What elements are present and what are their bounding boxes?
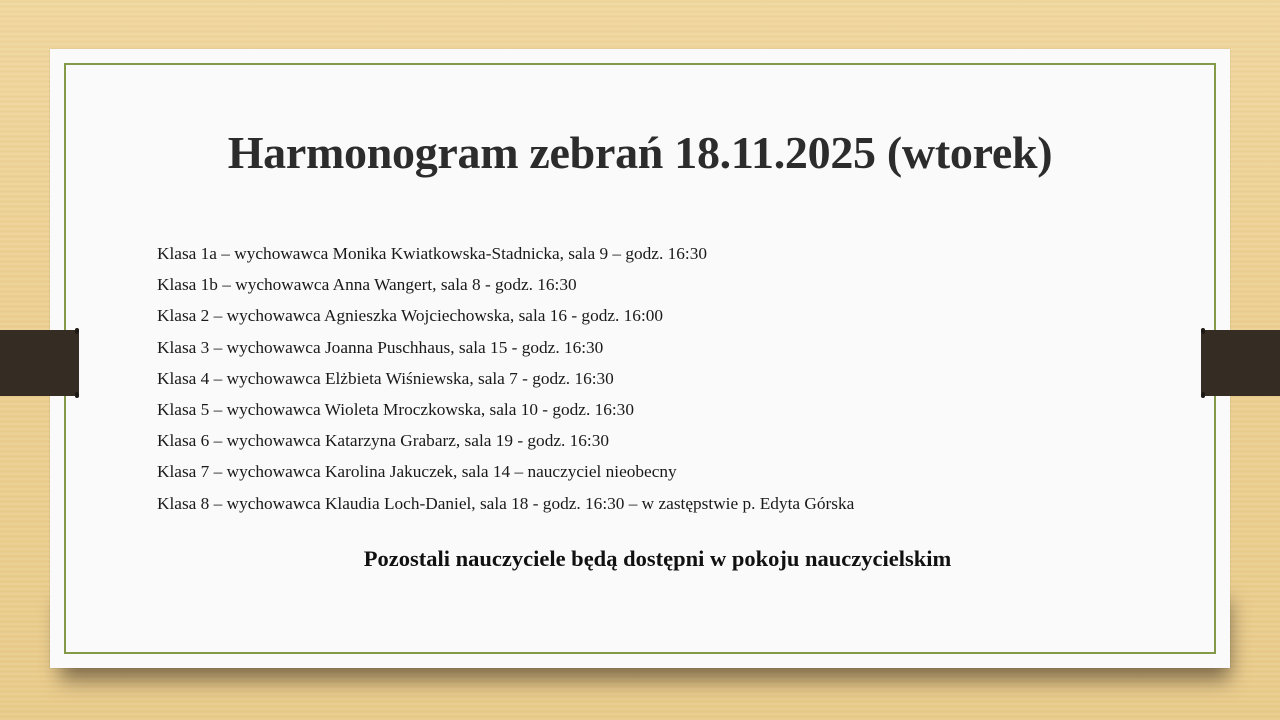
right-binder-tab [1201,330,1280,396]
teachers-room-note: Pozostali nauczyciele będą dostępni w pokoju nauczycielskim [363,546,952,571]
schedule-item-8: Klasa 8 – wychowawca Klaudia Loch-Daniel, sala 18 - godz. 16:30 – w zastępstwie p. Edyta Górska [157,493,855,513]
schedule-item-4: Klasa 4 – wychowawca Elżbieta Wiśniewska, sala 7 - godz. 16:30 [157,368,614,388]
meeting-schedule-list [157,238,854,519]
slide-title: Harmonogram zebrań 18.11.2025 (wtorek) [227,127,1053,178]
schedule-item-5: Klasa 5 – wychowawca Wioleta Mroczkowska, sala 10 - godz. 16:30 [157,400,634,420]
schedule-item-3: Klasa 3 – wychowawca Joanna Puschhaus, sala 15 - godz. 16:30 [157,337,604,357]
schedule-item-6: Klasa 6 – wychowawca Katarzyna Grabarz, sala 19 - godz. 16:30 [157,431,610,451]
schedule-item-2: Klasa 2 – wychowawca Agnieszka Wojciechowska, sala 16 - godz. 16:00 [157,306,664,326]
schedule-item-7: Klasa 7 – wychowawca Karolina Jakuczek, sala 14 – nauczyciel nieobecny [157,462,677,482]
schedule-item-1a: Klasa 1a – wychowawca Monika Kwiatkowska-Stadnicka, sala 9 – godz. 16:30 [157,244,707,263]
schedule-item-1b: Klasa 1b – wychowawca Anna Wangert, sala 8 - godz. 16:30 [157,275,577,295]
left-binder-tab [0,330,79,396]
